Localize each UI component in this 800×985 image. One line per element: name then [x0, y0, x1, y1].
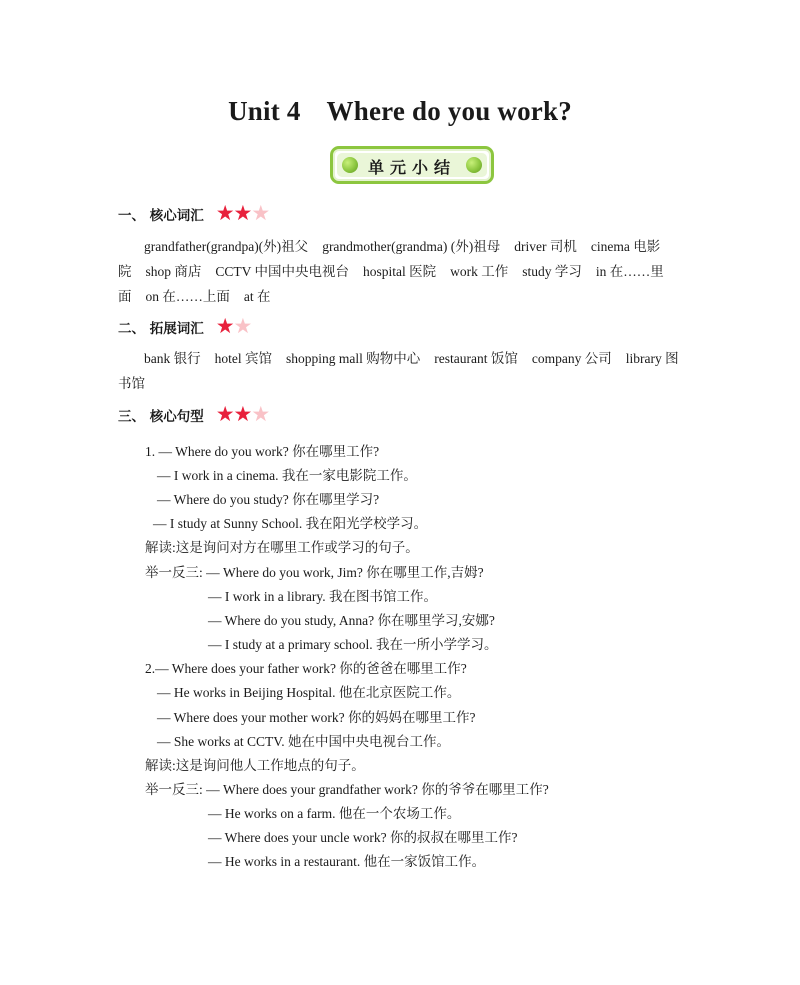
vocab-item: company 公司	[531, 351, 612, 366]
sentence-line: — She works at CCTV. 她在中国中央电视台工作。	[157, 734, 451, 749]
example-line: — He works in a restaurant. 他在一家饭馆工作。	[208, 854, 486, 869]
section-title: 一、 核心词汇	[118, 207, 204, 224]
star-icon: ★	[233, 201, 253, 225]
star-icon: ★	[215, 201, 235, 225]
section-title: 二、 拓展词汇	[118, 320, 204, 337]
page-title	[0, 96, 800, 127]
vocab-item: restaurant 饭馆	[434, 351, 518, 366]
example-line: 举一反三: — Where does your grandfather work? 你的爷爷在哪里工作?	[145, 782, 549, 797]
vocab-item: work 工作	[450, 264, 509, 279]
vocab-item: CCTV 中国中央电视台	[215, 264, 350, 279]
star-icon: ★	[215, 314, 235, 338]
vocab-item: cinema 电影院	[118, 239, 661, 279]
vocab-item: on 在……上面	[145, 289, 230, 304]
sentence-line: — Where does your mother work? 你的妈妈在哪里工作?	[157, 710, 476, 725]
example-line: — Where does your uncle work? 你的叔叔在哪里工作?	[208, 830, 518, 845]
section-title: 三、 核心句型	[118, 408, 204, 425]
extended-words-list	[118, 346, 680, 396]
section-heading-core-words	[118, 203, 269, 224]
star-icon: ★	[215, 402, 235, 426]
vocab-item: shop 商店	[145, 264, 202, 279]
sentence-line: — I work in a cinema. 我在一家电影院工作。	[157, 468, 417, 483]
star-icon: ★	[251, 201, 271, 225]
section-heading-extended-words	[118, 316, 251, 337]
star-icon: ★	[233, 402, 253, 426]
unit-label: Unit 4	[228, 96, 301, 126]
example-line: 举一反三: — Where do you work, Jim? 你在哪里工作,吉姆?	[145, 565, 484, 580]
star-icon: ★	[251, 402, 271, 426]
difficulty-stars	[216, 316, 252, 337]
core-words-list	[118, 234, 680, 309]
sentence-line: — He works in Beijing Hospital. 他在北京医院工作。	[157, 685, 461, 700]
vocab-item: study 学习	[522, 264, 582, 279]
sentence-line: 2.— Where does your father work? 你的爸爸在哪里工作?	[145, 661, 467, 676]
example-line: — I work in a library. 我在图书馆工作。	[208, 589, 437, 604]
example-line: — I study at a primary school. 我在一所小学学习。	[208, 637, 498, 652]
vocab-item: grandfather(grandpa)(外)祖父	[144, 239, 309, 254]
badge-label: 单元小结	[367, 158, 456, 177]
example-line: — He works on a farm. 他在一个农场工作。	[208, 806, 461, 821]
example-line: — Where do you study, Anna? 你在哪里学习,安娜?	[208, 613, 495, 628]
difficulty-stars	[216, 203, 269, 224]
vocab-item: hospital 医院	[363, 264, 437, 279]
vocab-item: shopping mall 购物中心	[286, 351, 421, 366]
sentence-line: 1. — Where do you work? 你在哪里工作?	[145, 444, 380, 459]
vocab-item: library 图书馆	[118, 351, 679, 391]
vocab-item: driver 司机	[514, 239, 577, 254]
star-icon: ★	[233, 314, 253, 338]
vocab-item: grandmother(grandma) (外)祖母	[322, 239, 501, 254]
unit-summary-badge	[330, 146, 494, 184]
explanation-note: 解读:这是询问对方在哪里工作或学习的句子。	[145, 540, 419, 555]
vocab-item: bank 银行	[144, 351, 201, 366]
explanation-note: 解读:这是询问他人工作地点的句子。	[145, 758, 365, 773]
vocab-item: hotel 宾馆	[214, 351, 272, 366]
section-heading-core-sentences	[118, 404, 269, 425]
vocab-item: in 在……里面	[118, 264, 664, 304]
sentence-line: — Where do you study? 你在哪里学习?	[157, 492, 380, 507]
unit-question: Where do you work?	[326, 96, 572, 126]
vocab-item: at 在	[243, 289, 271, 304]
sentence-line: — I study at Sunny School. 我在阳光学校学习。	[153, 516, 428, 531]
difficulty-stars	[216, 404, 269, 425]
